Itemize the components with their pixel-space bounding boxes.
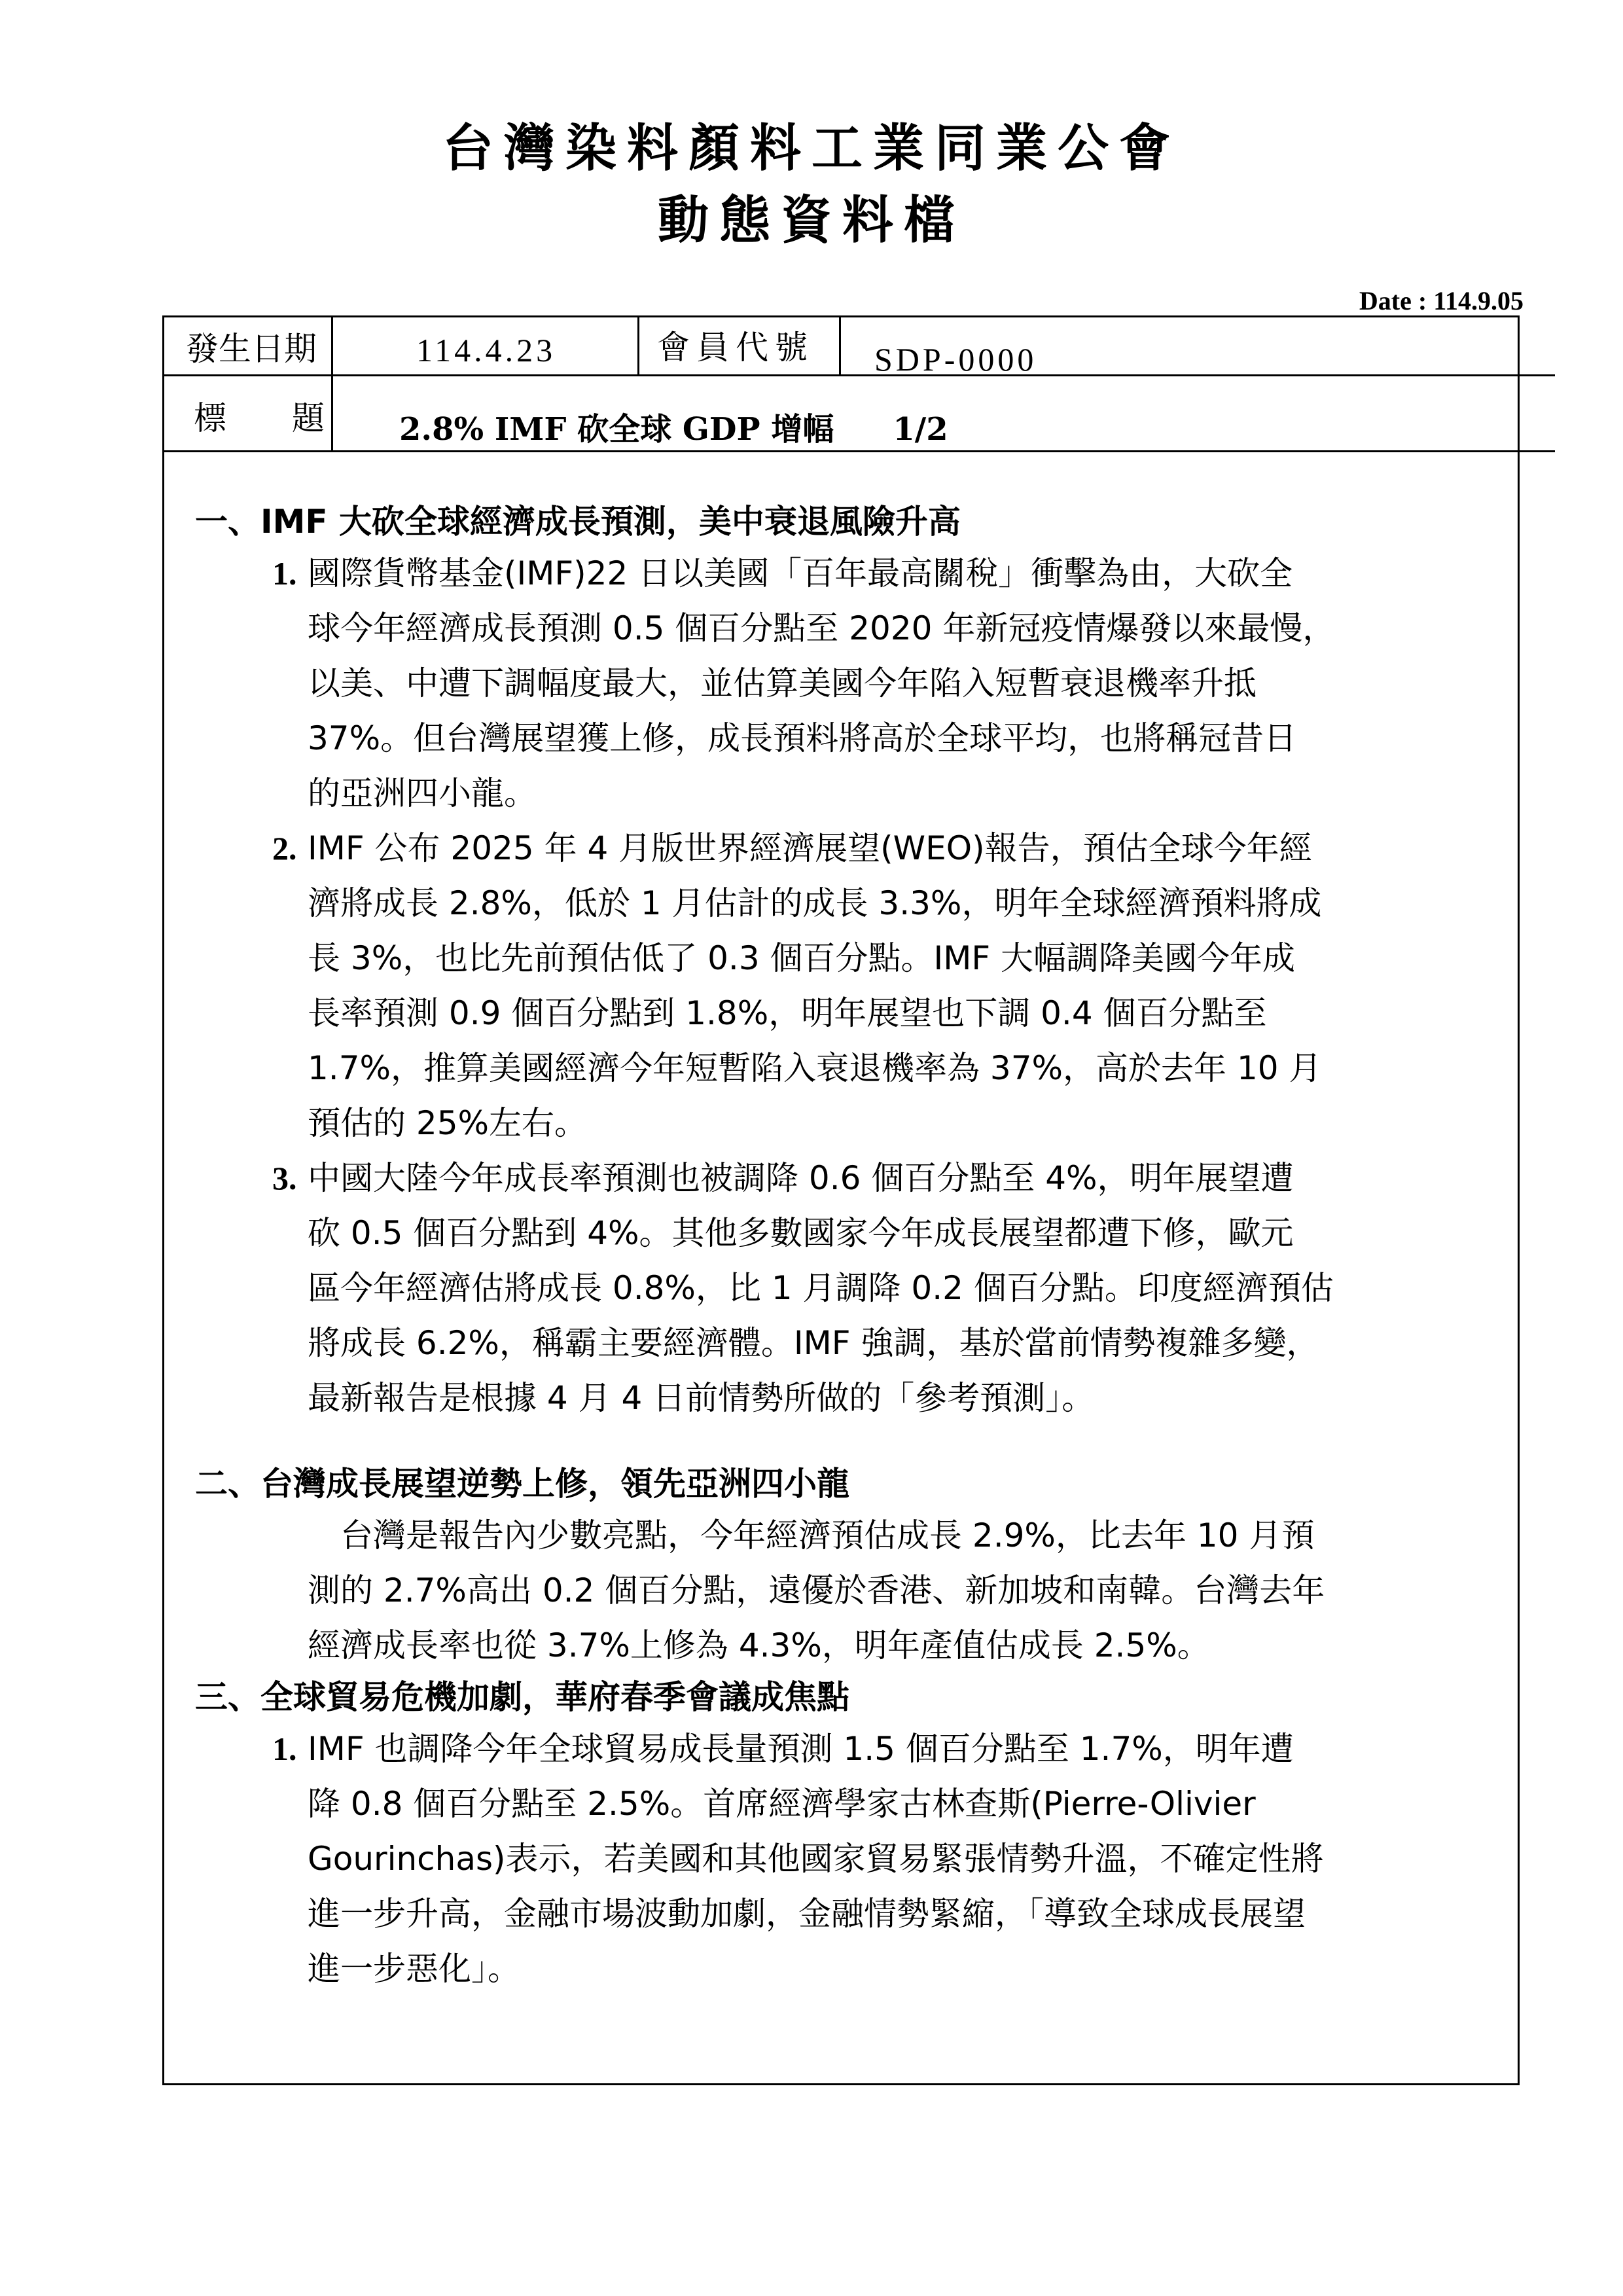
section-heading: 三、全球貿易危機加劇，華府春季會議成焦點	[195, 1678, 849, 1716]
item-number: 3.	[272, 1160, 297, 1196]
col-divider-2	[637, 315, 639, 376]
section-heading: 二、台灣成長展望逆勢上修，領先亞洲四小龍	[195, 1465, 849, 1503]
item-line: 砍 0.5 個百分點到 4%。其他多數國家今年成長展望都遭下修，歐元	[308, 1214, 1294, 1252]
item-line: 區今年經濟估將成長 0.8%，比 1 月調降 0.2 個百分點。印度經濟預估	[308, 1269, 1334, 1307]
paragraph-line: 台灣是報告內少數亮點，今年經濟預估成長 2.9%，比去年 10 月預	[308, 1516, 1315, 1554]
list-item	[195, 1721, 1438, 1996]
paragraph-line: 經濟成長率也從 3.7%上修為 4.3%，明年產值估成長 2.5%。	[308, 1626, 1210, 1664]
item-line: 降 0.8 個百分點至 2.5%。首席經濟學家古林查斯(Pierre-Olivier	[308, 1785, 1256, 1823]
item-line: 37%。但台灣展望獲上修，成長預料將高於全球平均，也將稱冠昔日	[308, 719, 1297, 757]
section-heading: 一、IMF 大砍全球經濟成長預測，美中衰退風險升高	[195, 503, 961, 541]
item-line: 預估的 25%左右。	[308, 1104, 588, 1142]
row-divider-2	[162, 450, 1555, 452]
item-line: 中國大陸今年成長率預測也被調降 0.6 個百分點至 4%，明年展望遭	[308, 1159, 1294, 1197]
doc-title: 動態資料檔	[657, 191, 965, 250]
item-number: 1.	[272, 555, 297, 592]
subject-label: 標 題	[194, 399, 325, 437]
item-line: 的亞洲四小龍。	[308, 774, 537, 812]
item-line: 球今年經濟成長預測 0.5 個百分點至 2020 年新冠疫情爆發以來最慢，	[308, 609, 1336, 647]
item-line: 進一步惡化」。	[308, 1950, 520, 1988]
row-divider-1	[162, 374, 1555, 376]
date-label: 發生日期	[186, 330, 317, 368]
paragraph	[195, 1508, 1438, 1673]
item-number: 1.	[272, 1731, 297, 1767]
item-line: 長 3%，也比先前預估低了 0.3 個百分點。IMF 大幅調降美國今年成	[308, 939, 1296, 977]
list-item	[195, 546, 1438, 821]
item-line: 長率預測 0.9 個百分點到 1.8%，明年展望也下調 0.4 個百分點至	[308, 994, 1267, 1032]
item-line: 將成長 6.2%，稱霸主要經濟體。IMF 強調，基於當前情勢複雜多變，	[308, 1324, 1319, 1362]
document-date: Date : 114.9.05	[1359, 286, 1524, 315]
item-number: 2.	[272, 830, 297, 867]
date-value: 114.4.23	[416, 332, 556, 368]
item-line: IMF 也調降今年全球貿易成長量預測 1.5 個百分點至 1.7%，明年遭	[308, 1730, 1294, 1768]
spacer	[195, 1426, 1438, 1460]
item-line: Gourinchas)表示，若美國和其他國家貿易緊張情勢升溫，不確定性將	[308, 1840, 1324, 1878]
list-item	[195, 1151, 1438, 1426]
member-label: 會員代號	[657, 329, 814, 367]
org-title: 台灣染料顏料工業同業公會	[442, 119, 1181, 178]
item-line: 最新報告是根據 4 月 4 日前情勢所做的「參考預測」。	[308, 1379, 1095, 1417]
member-value: SDP-0000	[874, 341, 1037, 378]
item-line: 濟將成長 2.8%，低於 1 月估計的成長 3.3%，明年全球經濟預料將成	[308, 884, 1322, 922]
item-line: 國際貨幣基金(IMF)22 日以美國「百年最高關稅」衝擊為由，大砍全	[308, 554, 1293, 592]
item-line: IMF 公布 2025 年 4 月版世界經濟展望(WEO)報告，預估全球今年經	[308, 829, 1312, 867]
col-divider-3	[839, 315, 841, 376]
list-item	[195, 821, 1438, 1151]
item-line: 以美、中遭下調幅度最大，並估算美國今年陷入短暫衰退機率升抵	[308, 664, 1257, 702]
document-body	[195, 497, 1438, 1996]
subject-value	[399, 404, 948, 449]
subject-text: 2.8% IMF 砍全球 GDP 增幅	[399, 411, 834, 448]
col-divider-1	[331, 315, 333, 452]
item-line: 1.7%，推算美國經濟今年短暫陷入衰退機率為 37%，高於去年 10 月	[308, 1049, 1322, 1087]
page-indicator: 1/2	[893, 411, 948, 448]
paragraph-line: 測的 2.7%高出 0.2 個百分點，遠優於香港、新加坡和南韓。台灣去年	[308, 1571, 1325, 1609]
item-line: 進一步升高，金融市場波動加劇，金融情勢緊縮，「導致全球成長展望	[308, 1895, 1306, 1933]
